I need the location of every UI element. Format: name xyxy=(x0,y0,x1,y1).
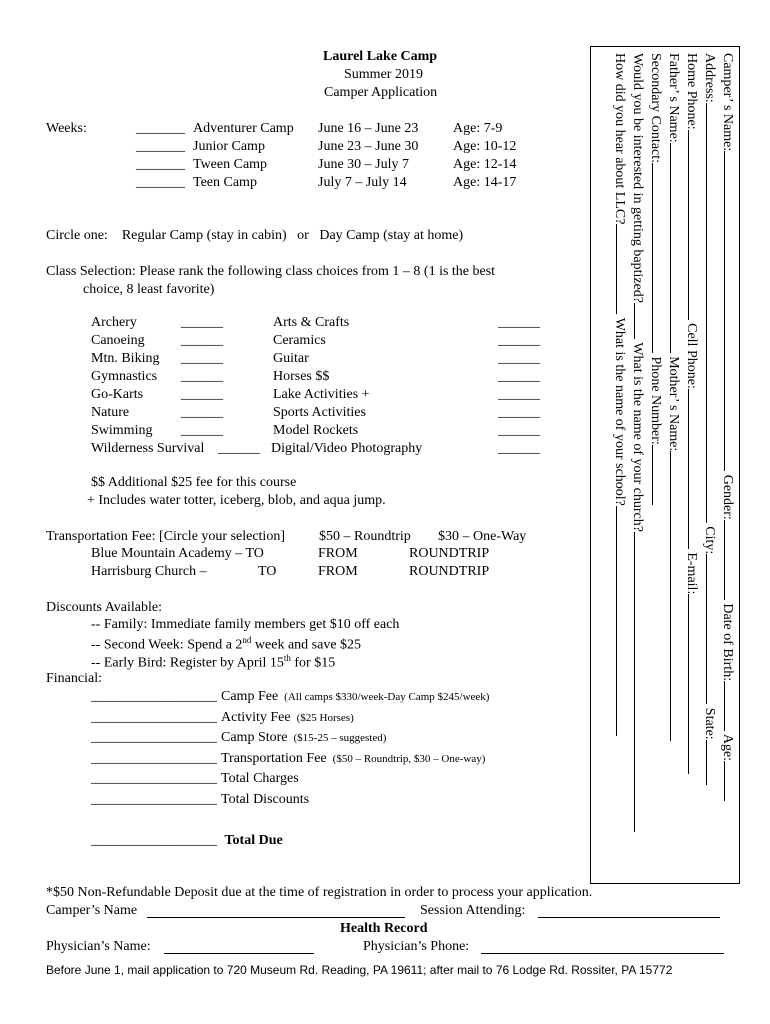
side-secondary-label: Secondary Contact: xyxy=(648,53,663,164)
mailing-instructions: Before June 1, mail application to 720 Museum Rd. Reading, PA 19611; after mail to 76 Lodge Rd. Rossiter, PA 15772 xyxy=(46,963,673,977)
side-email-label: E-mail: xyxy=(684,552,699,595)
financial-amount-blank[interactable]: __________________ xyxy=(91,750,217,766)
side-dob-field[interactable] xyxy=(724,681,737,731)
week-blank[interactable]: _______ xyxy=(136,175,185,190)
side-row-secondary xyxy=(647,53,665,505)
financial-row xyxy=(91,730,386,746)
class-name-right: Model Rockets xyxy=(273,423,359,438)
week-age: Age: 12-14 xyxy=(453,157,517,172)
side-phone-number-field[interactable] xyxy=(652,445,665,505)
class-rank-blank-left[interactable]: ______ xyxy=(181,423,223,438)
physician-phone-field[interactable] xyxy=(481,941,724,954)
financial-amount-blank[interactable]: __________________ xyxy=(91,709,217,725)
financial-item-label: Total Charges xyxy=(221,771,299,786)
regular-camp-option[interactable]: Regular Camp (stay in cabin) xyxy=(121,228,287,243)
class-rank-blank-right[interactable]: ______ xyxy=(498,441,540,456)
side-address-field[interactable] xyxy=(706,103,719,523)
financial-item-label: Camp Fee xyxy=(221,689,279,704)
side-home-phone-label: Home Phone: xyxy=(684,53,699,130)
side-state-label: State: xyxy=(702,707,717,740)
side-row-phone xyxy=(683,53,701,774)
financial-item-label: Activity Fee xyxy=(221,709,291,725)
season-title: Summer 2019 xyxy=(344,67,423,82)
financial-item-note: ($50 – Roundtrip, $30 – One-way) xyxy=(332,752,486,765)
financial-item-label: Camp Store xyxy=(221,730,288,745)
side-state-field[interactable] xyxy=(706,740,719,785)
class-name-left: Mtn. Biking xyxy=(91,351,160,366)
class-name-right: Lake Activities + xyxy=(273,387,370,402)
week-dates: June 30 – July 7 xyxy=(318,157,409,172)
week-camp-name: Teen Camp xyxy=(193,175,257,190)
harrisburg-from[interactable]: FROM xyxy=(318,564,358,579)
class-selection-instructions: Class Selection: Please rank the following class choices from 1 – 8 (1 is the best xyxy=(46,264,496,279)
session-attending-label: Session Attending: xyxy=(420,903,526,918)
horses-fee-note: $$ Additional $25 fee for this course xyxy=(91,475,297,490)
day-camp-option[interactable]: Day Camp (stay at home) xyxy=(319,228,464,243)
financial-row xyxy=(91,689,489,705)
application-title: Camper Application xyxy=(324,85,438,100)
week-blank[interactable]: _______ xyxy=(136,139,185,154)
week-age: Age: 14-17 xyxy=(453,175,517,190)
class-name-left: Gymnastics xyxy=(91,369,158,384)
circle-one-row xyxy=(46,228,463,244)
class-name-right: Arts & Crafts xyxy=(273,315,350,330)
side-dob-label: Date of Birth: xyxy=(720,603,735,682)
financial-row xyxy=(91,771,299,787)
side-cell-phone-field[interactable] xyxy=(688,389,701,549)
class-rank-blank-right[interactable]: ______ xyxy=(498,369,540,384)
physician-name-label: Physician’s Name: xyxy=(46,939,151,954)
side-church-label: What is the name of your church? xyxy=(630,342,645,532)
family-discount: -- Family: Immediate family members get $10 off each xyxy=(91,617,400,632)
week-camp-name: Adventurer Camp xyxy=(193,121,294,136)
class-name-right: Ceramics xyxy=(273,333,326,348)
side-hear-field[interactable] xyxy=(616,224,629,314)
total-due-label: Total Due xyxy=(224,833,283,848)
total-due-row xyxy=(91,833,283,849)
side-baptized-field[interactable] xyxy=(634,303,647,339)
side-gender-field[interactable] xyxy=(724,520,737,600)
physician-name-field[interactable] xyxy=(164,941,314,954)
side-city-field[interactable] xyxy=(706,554,719,704)
week-dates: June 16 – June 23 xyxy=(318,121,419,136)
harrisburg-roundtrip[interactable]: ROUNDTRIP xyxy=(409,564,490,579)
campers-name-field[interactable] xyxy=(147,905,405,918)
financial-item-label: Total Discounts xyxy=(221,791,310,807)
second-week-discount: -- Second Week: Spend a 2nd week and save $25 xyxy=(91,635,362,653)
circle-one-label: Circle one: xyxy=(46,228,108,243)
financial-item-note: ($15-25 – suggested) xyxy=(293,732,387,744)
class-name-right: Horses $$ xyxy=(273,369,330,384)
class-rank-blank-left[interactable]: ______ xyxy=(218,441,260,456)
harrisburg-label: Harrisburg Church – xyxy=(91,564,207,579)
week-age: Age: 7-9 xyxy=(453,121,503,136)
side-mother-label: Mother’ s Name: xyxy=(666,356,681,452)
class-rank-blank-left[interactable]: ______ xyxy=(181,333,223,348)
financial-label: Financial: xyxy=(46,671,102,686)
blue-mountain-to[interactable]: Blue Mountain Academy – TO xyxy=(91,546,264,561)
class-rank-blank-right[interactable]: ______ xyxy=(498,351,540,366)
week-camp-name: Tween Camp xyxy=(193,157,268,172)
oneway-fee-option[interactable]: $30 – One-Way xyxy=(438,529,527,544)
financial-amount-blank[interactable]: __________________ xyxy=(91,771,217,786)
side-school-label: What is the name of your school? xyxy=(612,317,627,506)
class-name-left: Go-Karts xyxy=(91,387,144,402)
class-rank-blank-left[interactable]: ______ xyxy=(181,315,223,330)
side-row-parents xyxy=(665,53,683,741)
side-age-label: Age: xyxy=(720,733,735,762)
discounts-label: Discounts Available: xyxy=(46,600,162,615)
financial-item-note: ($25 Horses) xyxy=(296,711,354,724)
class-rank-blank-right[interactable]: ______ xyxy=(498,387,540,402)
side-church-field[interactable] xyxy=(634,532,647,832)
class-name-right: Sports Activities xyxy=(273,405,366,420)
financial-amount-blank[interactable]: __________________ xyxy=(91,689,217,704)
class-selection-instructions-2: choice, 8 least favorite) xyxy=(83,282,215,297)
financial-item-label: Transportation Fee xyxy=(221,750,327,766)
side-row-referral xyxy=(611,53,629,736)
class-name-right: Guitar xyxy=(273,351,309,366)
roundtrip-fee-option[interactable]: $50 – Roundtrip xyxy=(319,529,411,544)
side-father-label: Father’ s Name: xyxy=(666,53,681,143)
financial-row xyxy=(91,751,485,767)
financial-row xyxy=(91,710,354,726)
side-cell-phone-label: Cell Phone: xyxy=(684,323,699,389)
campers-name-label: Camper’s Name xyxy=(46,903,138,918)
week-camp-name: Junior Camp xyxy=(193,139,265,154)
week-age: Age: 10-12 xyxy=(453,139,517,154)
side-gender-label: Gender: xyxy=(720,474,735,520)
class-name-right: Digital/Video Photography xyxy=(271,441,423,456)
class-rank-blank-left[interactable]: ______ xyxy=(181,351,223,366)
side-campers-name-label: Camper’ s Name: xyxy=(720,53,735,152)
class-rank-blank-right[interactable]: ______ xyxy=(498,423,540,438)
or-text: or xyxy=(297,228,309,243)
class-rank-blank-right[interactable]: ______ xyxy=(498,333,540,348)
side-email-field[interactable] xyxy=(688,594,701,774)
class-rank-blank-left[interactable]: ______ xyxy=(181,369,223,384)
side-phone-number-label: Phone Number: xyxy=(648,356,663,445)
lake-activities-note: + Includes water totter, iceberg, blob, and aqua jump. xyxy=(87,493,386,508)
physician-phone-label: Physician’s Phone: xyxy=(363,939,470,954)
class-rank-blank-left[interactable]: ______ xyxy=(181,405,223,420)
class-name-left: Swimming xyxy=(91,423,153,438)
harrisburg-to[interactable]: TO xyxy=(258,564,277,579)
camper-info-panel-rotated xyxy=(591,47,741,885)
class-rank-blank-left[interactable]: ______ xyxy=(181,387,223,402)
side-campers-name-field[interactable] xyxy=(724,151,737,471)
transportation-label: Transportation Fee: [Circle your selection] xyxy=(46,529,285,544)
health-record-heading: Health Record xyxy=(340,921,428,936)
side-home-phone-field[interactable] xyxy=(688,130,701,320)
week-dates: July 7 – July 14 xyxy=(318,175,407,190)
side-city-label: City: xyxy=(702,526,717,555)
side-mother-field[interactable] xyxy=(670,451,683,741)
class-name-left: Canoeing xyxy=(91,333,145,348)
side-baptized-label: Would you be interested in getting baptized? xyxy=(630,53,645,304)
side-row-camper xyxy=(719,53,737,801)
class-name-left: Wilderness Survival xyxy=(91,441,205,456)
session-attending-field[interactable] xyxy=(538,905,720,918)
financial-row xyxy=(91,792,309,808)
side-hear-label: How did you hear about LLC? xyxy=(612,53,627,225)
early-bird-discount: -- Early Bird: Register by April 15th for $15 xyxy=(91,653,336,671)
week-blank[interactable]: _______ xyxy=(136,157,185,172)
side-row-baptism xyxy=(629,53,647,832)
blue-mountain-roundtrip[interactable]: ROUNDTRIP xyxy=(409,546,490,561)
class-name-left: Archery xyxy=(91,315,137,330)
class-rank-blank-right[interactable]: ______ xyxy=(498,315,540,330)
blue-mountain-from[interactable]: FROM xyxy=(318,546,358,561)
total-due-blank[interactable]: __________________ xyxy=(91,833,217,848)
week-dates: June 23 – June 30 xyxy=(318,139,419,154)
side-secondary-field[interactable] xyxy=(652,163,665,353)
side-father-field[interactable] xyxy=(670,143,683,353)
financial-item-note: (All camps $330/week-Day Camp $245/week) xyxy=(284,691,490,703)
side-age-field[interactable] xyxy=(724,761,737,801)
weeks-label: Weeks: xyxy=(46,121,87,136)
side-row-address xyxy=(701,53,719,785)
week-blank[interactable]: _______ xyxy=(136,121,185,136)
financial-amount-blank[interactable]: __________________ xyxy=(91,730,217,745)
financial-amount-blank[interactable]: __________________ xyxy=(91,791,217,807)
class-rank-blank-right[interactable]: ______ xyxy=(498,405,540,420)
camp-title: Laurel Lake Camp xyxy=(323,49,438,64)
side-address-label: Address: xyxy=(702,53,717,103)
class-name-left: Nature xyxy=(91,405,130,420)
deposit-note: *$50 Non-Refundable Deposit due at the time of registration in order to process your application. xyxy=(46,885,593,900)
side-school-field[interactable] xyxy=(616,506,629,736)
camper-info-panel xyxy=(590,46,740,884)
